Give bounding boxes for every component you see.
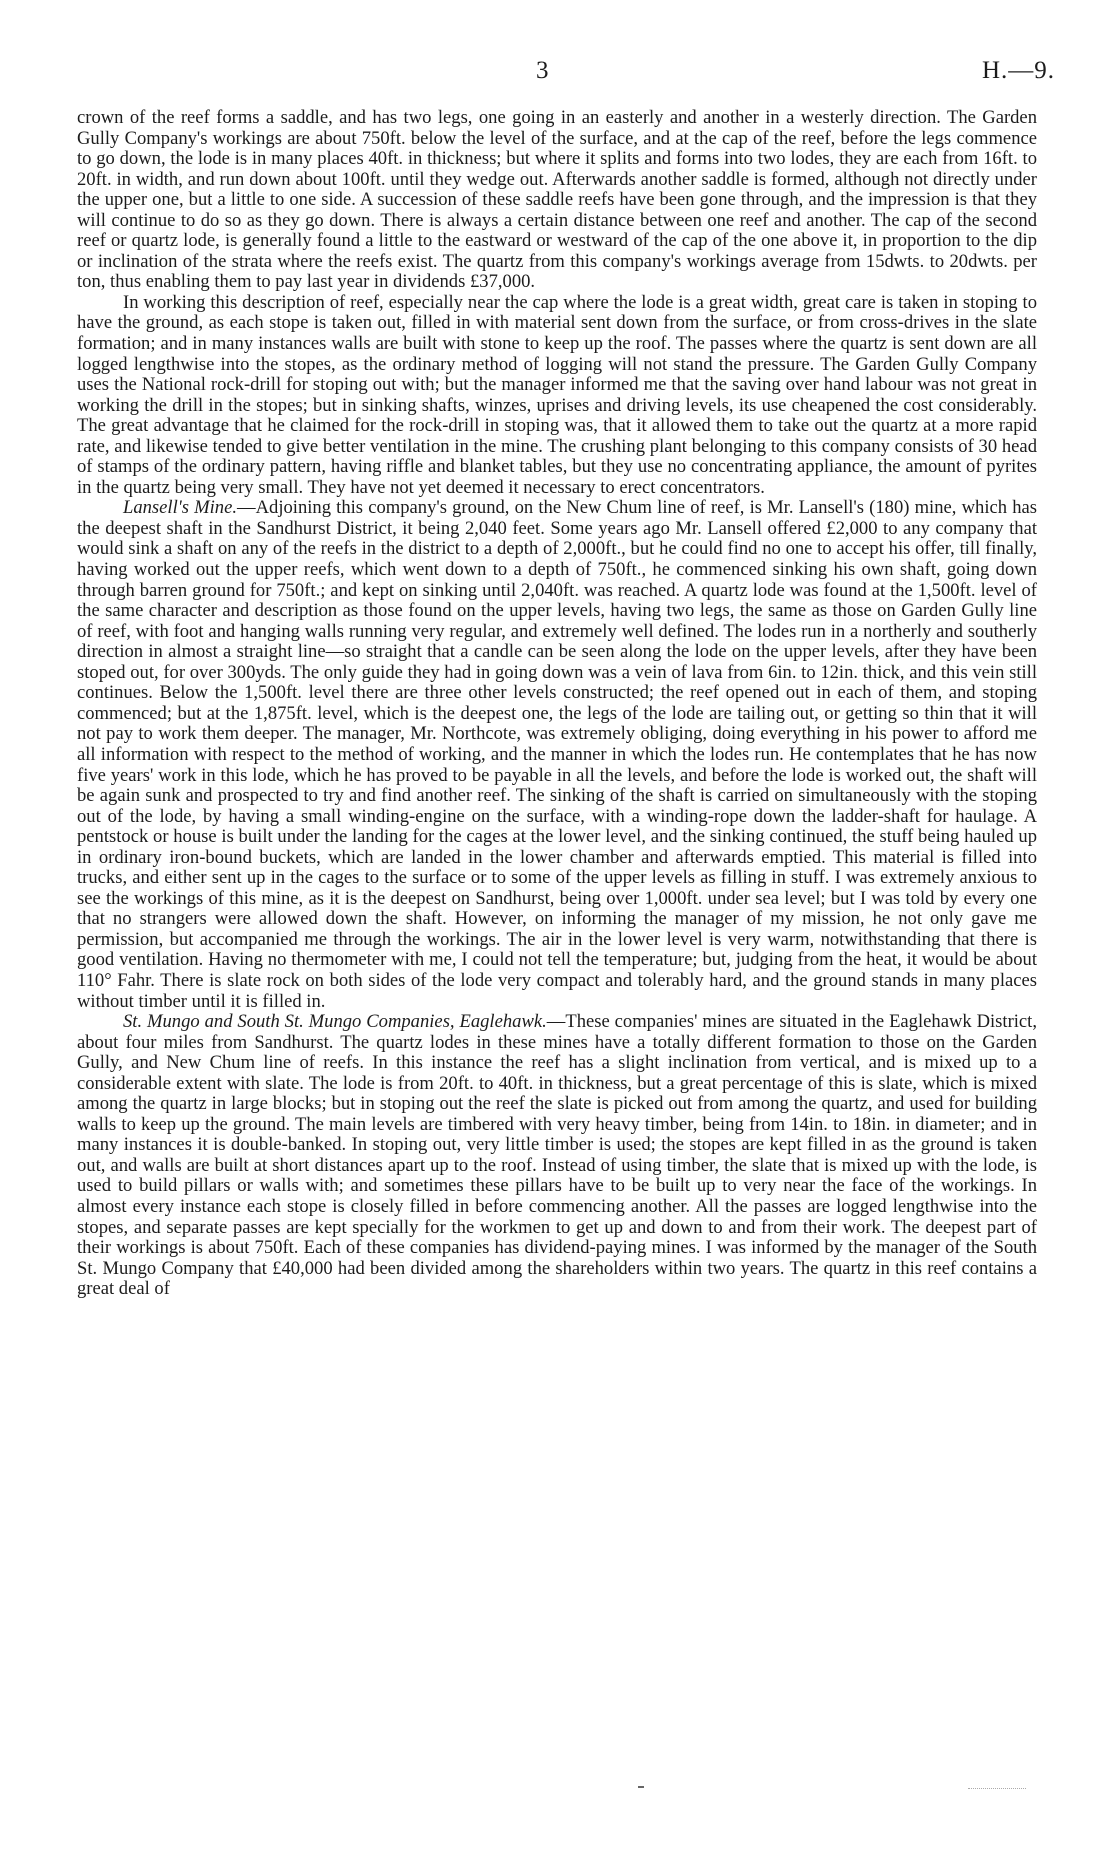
page-number: 3 <box>536 57 549 84</box>
scan-smudge <box>968 1788 1026 1790</box>
print-mark <box>638 1786 644 1788</box>
paragraph-text: —These companies' mines are situated in the Eaglehawk District, about four miles from Sandhurst. The quartz lodes in these mines have a totally different formation to those on the Garden Gully, and New Chum line of reefs. In this instance the reef has a slight inclination from vertical, and is mixed up to a considerable extent with slate. The lode is from 20ft. to 40ft. in thickness, but a great percentage of this is slate, which is mixed among the quartz in large blocks; but in stoping out the reef the slate is picked out from among the quartz, and used for building walls to keep up the ground. The main levels are timbered with very heavy timber, being from 14in. to 18in. in diameter; and in many instances it is double-banked. In stoping out, very little timber is used; the stopes are kept filled in as the ground is taken out, and walls are built at short distances apart up to the roof. Instead of using timber, the slate that is mixed up with the lode, is used to build pillars or walls with; and sometimes these pillars have to be built up to very near the face of the workings. In almost every instance each stope is closely filled in before commencing another. All the passes are logged lengthwise into the stopes, and separate passes are kept specially for the workmen to get up and down to and from their work. The deepest part of their workings is about 750ft. Each of these companies has dividend-paying mines. I was informed by the manager of the South St. Mungo Company that £40,000 had been divided among the shareholders within two years. The quartz in this reef contains a great deal of <box>77 1011 1037 1300</box>
paragraph <box>77 498 1037 1012</box>
paragraph <box>77 293 1037 498</box>
body-text <box>77 108 1037 1300</box>
paragraph-text: crown of the reef forms a saddle, and has two legs, one going in an easterly and another in a westerly direction. The Garden Gully Company's workings are about 750ft. below the level of the surface, and at the cap of the reef, before the legs commence to go down, the lode is in many places 40ft. in thickness; but where it splits and forms into two lodes, they are each from 16ft. to 20ft. in width, and run down about 100ft. until they wedge out. Afterwards another saddle is formed, although not directly under the upper one, but a little to one side. A succession of these saddle reefs have been gone through, and the impression is that they will continue to do so as they go down. There is always a certain distance between one reef and another. The cap of the second reef or quartz lode, is generally found a little to the eastward or westward of the cap of the one above it, in proportion to the dip or inclination of the strata where the reefs exist. The quartz from this company's workings average from 15dwts. to 20dwts. per ton, thus enabling them to pay last year in dividends £37,000. <box>77 107 1037 293</box>
paragraph-text: —Adjoining this company's ground, on the New Chum line of reef, is Mr. Lansell's (180) mine, which has the deepest shaft in the Sandhurst District, it being 2,040 feet. Some years ago Mr. Lansell offered £2,000 to any company that would sink a shaft on any of the reefs in the district to a depth of 2,000ft., but he could find no one to accept his offer, till finally, having worked out the upper reefs, which went down to a depth of 750ft., he commenced sinking his own shaft, going down through barren ground for 750ft.; and kept on sinking until 2,040ft. was reached. A quartz lode was found at the 1,500ft. level of the same character and description as those found on the upper levels, having two legs, the same as those on Garden Gully line of reef, with foot and hanging walls running very regular, and extremely well defined. The lodes run in a northerly and southerly direction in almost a straight line—so straight that a candle can be seen along the lode on the upper levels, after they have been stoped out, for over 300yds. The only guide they had in going down was a vein of lava from 6in. to 12in. thick, and this vein still continues. Below the 1,500ft. level there are three other levels constructed; the reef opened out in each of them, and stoping commenced; but at the 1,875ft. level, which is the deepest one, the legs of the lode are tailing out, or getting so thin that it will not pay to work them deeper. The manager, Mr. Northcote, was extremely obliging, doing everything in his power to afford me all information with respect to the method of working, and the manner in which the lodes run. He contemplates that he has now five years' work in this lode, which he has proved to be payable in all the levels, and before the lode is worked out, the shaft will be again sunk and prospected to try and find another reef. The sinking of the shaft is carried on simultaneously with the stoping out of the lode, by having a small winding-engine on the surface, with a winding-rope down the ladder-shaft for haulage. A pentstock or house is built under the landing for the cages at the lower level, and the sinking continued, the stuff being hauled up in ordinary iron-bound buckets, which are landed in the lower chamber and afterwards emptied. This material is filled into trucks, and either sent up in the cages to the surface or to some of the upper levels as filling in stuff. I was extremely anxious to see the workings of this mine, as it is the deepest on Sandhurst, being over 1,000ft. under sea level; but I was told by every one that no strangers were allowed down the shaft. However, on informing the manager of my mission, he not only gave me permission, but accompanied me through the workings. The air in the lower level is very warm, notwithstanding that there is good ventilation. Having no thermometer with me, I could not tell the temperature; but, judging from the heat, it would be about 110° Fahr. There is slate rock on both sides of the lode very compact and tolerably hard, and the ground stands in many places without timber until it is filled in. <box>77 497 1037 1012</box>
paragraph-text: In working this description of reef, especially near the cap where the lode is a great width, great care is taken in stoping to have the ground, as each stope is taken out, filled in with material sent down from the surface, or from cross-drives in the slate formation; and in many instances walls are built with stone to keep up the roof. The passes where the quartz is sent down are all logged lengthwise into the stopes, as the ordinary method of logging will not stand the pressure. The Garden Gully Company uses the National rock-drill for stoping out with; but the manager informed me that the saving over hand labour was not great in working the drill in the stopes; but in sinking shafts, winzes, uprises and driving levels, its use cheapened the cost considerably. The great advantage that he claimed for the rock-drill in stoping was, that it allowed them to take out the quartz at a more rapid rate, and likewise tended to give better ventilation in the mine. The crushing plant belonging to this company consists of 30 head of stamps of the ordinary pattern, having riffle and blanket tables, but they use no concentrating appliance, the amount of pyrites in the quartz being very small. They have not yet deemed it necessary to erect concentrators. <box>77 291 1037 498</box>
section-lead: St. Mungo and South St. Mungo Companies, Eaglehawk. <box>123 1011 547 1033</box>
document-reference: H.—9. <box>982 57 1056 84</box>
paragraph <box>77 108 1037 293</box>
paragraph <box>77 1012 1037 1300</box>
section-lead: Lansell's Mine. <box>123 497 237 519</box>
